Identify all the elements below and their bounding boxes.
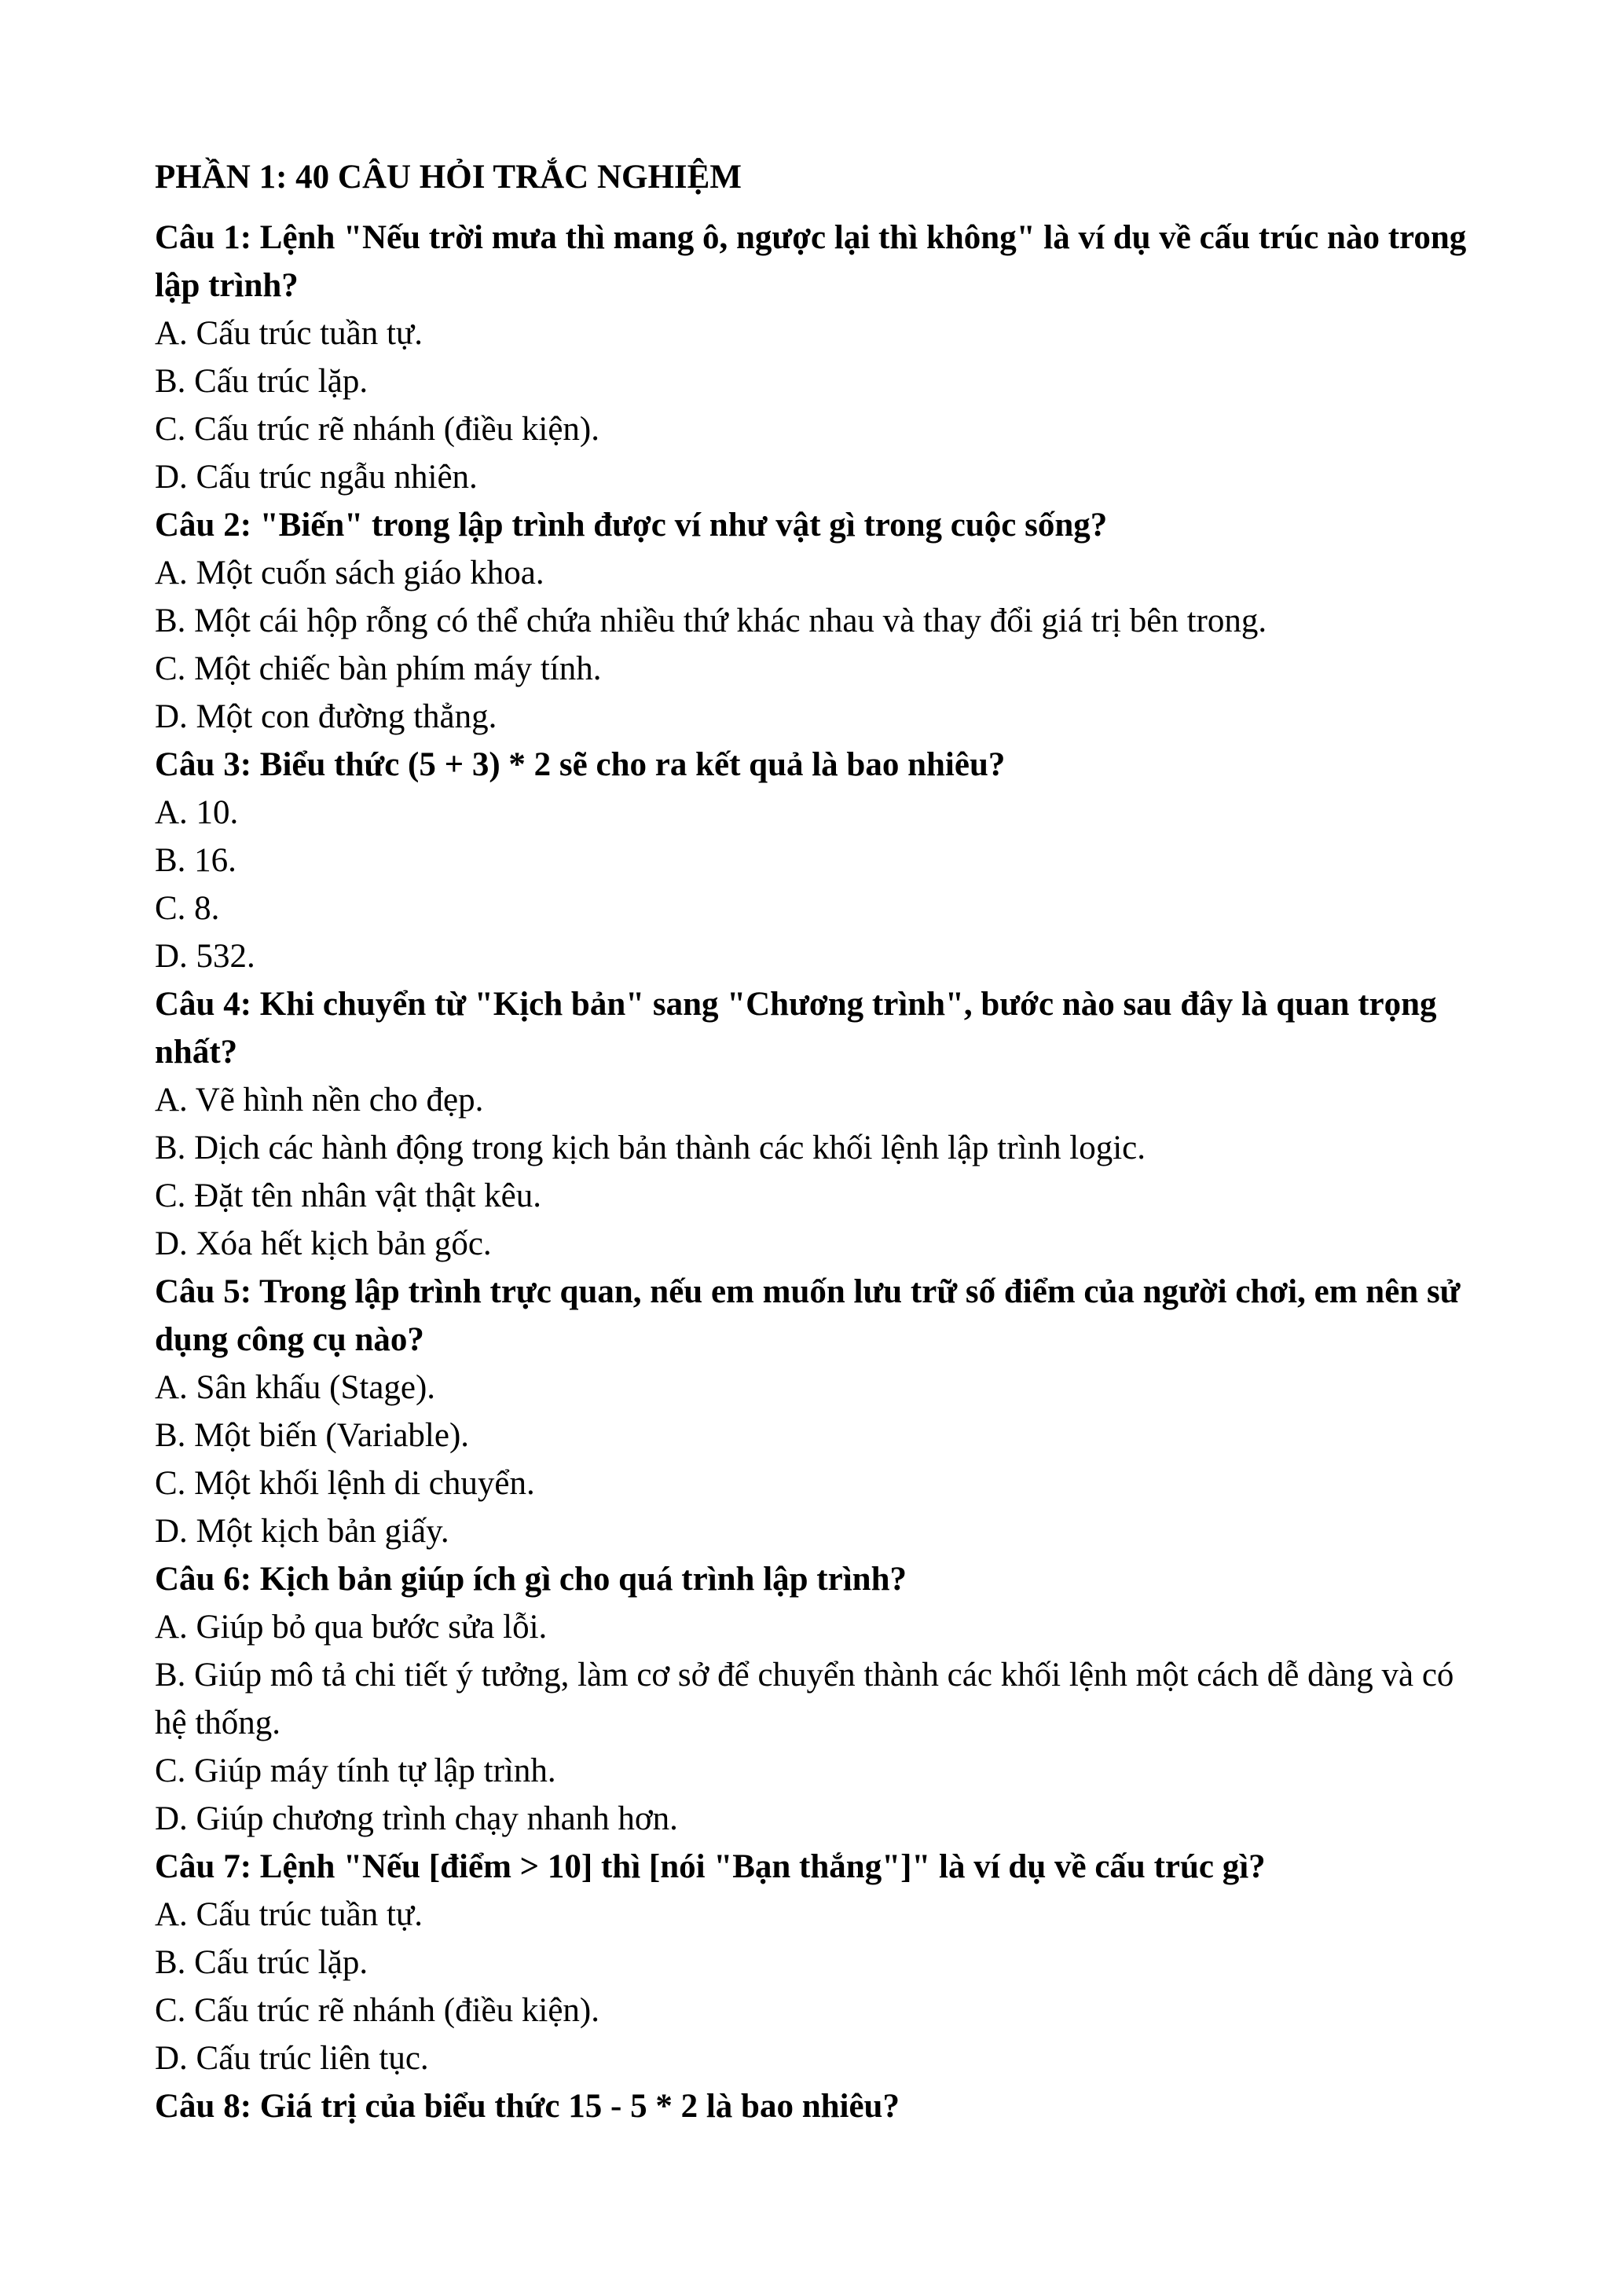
answer-option: C. Cấu trúc rẽ nhánh (điều kiện).	[155, 1992, 599, 2029]
answer-option: A. Một cuốn sách giáo khoa.	[155, 555, 544, 591]
answer-option: A. Vẽ hình nền cho đẹp.	[155, 1082, 484, 1119]
answer-option: C. Cấu trúc rẽ nhánh (điều kiện).	[155, 411, 599, 448]
answer-option: C. 8.	[155, 890, 220, 927]
answer-options	[155, 549, 1490, 741]
answer-option: C. Một chiếc bàn phím máy tính.	[155, 650, 602, 687]
document-page	[155, 154, 1490, 2130]
answer-options	[155, 309, 1490, 501]
answer-option: B. Một cái hộp rỗng có thể chứa nhiều thứ khác nhau và thay đổi giá trị bên trong.	[155, 602, 1267, 639]
question-text: Câu 6: Kịch bản giúp ích gì cho quá trình lập trình?	[155, 1561, 907, 1598]
question-text: Câu 4: Khi chuyển từ "Kịch bản" sang "Chương trình", bước nào sau đây là quan trọng nhất?	[155, 986, 1437, 1071]
question-block	[155, 741, 1490, 980]
question-list	[155, 214, 1490, 2130]
answer-options	[155, 1076, 1490, 1268]
answer-option: A. 10.	[155, 794, 239, 831]
answer-option: B. Một biến (Variable).	[155, 1417, 470, 1454]
answer-options	[155, 1603, 1490, 1843]
question-block	[155, 980, 1490, 1268]
question-text: Câu 3: Biểu thức (5 + 3) * 2 sẽ cho ra kết quả là bao nhiêu?	[155, 746, 1006, 783]
answer-option: A. Giúp bỏ qua bước sửa lỗi.	[155, 1609, 548, 1646]
answer-option: D. Một con đường thẳng.	[155, 698, 497, 735]
question-text: Câu 1: Lệnh "Nếu trời mưa thì mang ô, ngược lại thì không" là ví dụ về cấu trúc nào trong lập trình?	[155, 219, 1467, 304]
answer-option: D. Cấu trúc ngẫu nhiên.	[155, 459, 478, 496]
question-text: Câu 8: Giá trị của biểu thức 15 - 5 * 2 là bao nhiêu?	[155, 2088, 900, 2125]
answer-option: D. 532.	[155, 938, 255, 975]
answer-option: B. 16.	[155, 842, 236, 879]
answer-option: B. Dịch các hành động trong kịch bản thành các khối lệnh lập trình logic.	[155, 1130, 1146, 1166]
question-block	[155, 2082, 1490, 2130]
answer-option: A. Cấu trúc tuần tự.	[155, 1896, 423, 1933]
question-block	[155, 501, 1490, 741]
answer-option: C. Một khối lệnh di chuyển.	[155, 1465, 535, 1502]
answer-option: C. Đặt tên nhân vật thật kêu.	[155, 1177, 541, 1214]
question-text: Câu 2: "Biến" trong lập trình được ví như vật gì trong cuộc sống?	[155, 507, 1108, 544]
answer-options	[155, 1891, 1490, 2082]
question-text: Câu 5: Trong lập trình trực quan, nếu em muốn lưu trữ số điểm của người chơi, em nên sử dụng công cụ nào?	[155, 1273, 1461, 1358]
section-title: PHẦN 1: 40 CÂU HỎI TRẮC NGHIỆM	[155, 159, 742, 196]
answer-option: B. Giúp mô tả chi tiết ý tưởng, làm cơ sở để chuyển thành các khối lệnh một cách dễ dàng và có hệ thống.	[155, 1657, 1454, 1741]
answer-option: B. Cấu trúc lặp.	[155, 1944, 368, 1981]
answer-options	[155, 1364, 1490, 1555]
answer-option: D. Giúp chương trình chạy nhanh hơn.	[155, 1800, 678, 1837]
answer-option: D. Cấu trúc liên tục.	[155, 2040, 429, 2077]
question-text: Câu 7: Lệnh "Nếu [điểm > 10] thì [nói "Bạn thắng"]" là ví dụ về cấu trúc gì?	[155, 1848, 1266, 1885]
answer-option: B. Cấu trúc lặp.	[155, 363, 368, 400]
question-block	[155, 1843, 1490, 2082]
question-block	[155, 1555, 1490, 1843]
question-block	[155, 1268, 1490, 1555]
answer-option: A. Cấu trúc tuần tự.	[155, 315, 423, 352]
answer-option: D. Một kịch bản giấy.	[155, 1513, 449, 1550]
answer-options	[155, 789, 1490, 980]
answer-option: A. Sân khấu (Stage).	[155, 1369, 436, 1406]
answer-option: C. Giúp máy tính tự lập trình.	[155, 1752, 556, 1789]
question-block	[155, 214, 1490, 501]
answer-option: D. Xóa hết kịch bản gốc.	[155, 1225, 492, 1262]
